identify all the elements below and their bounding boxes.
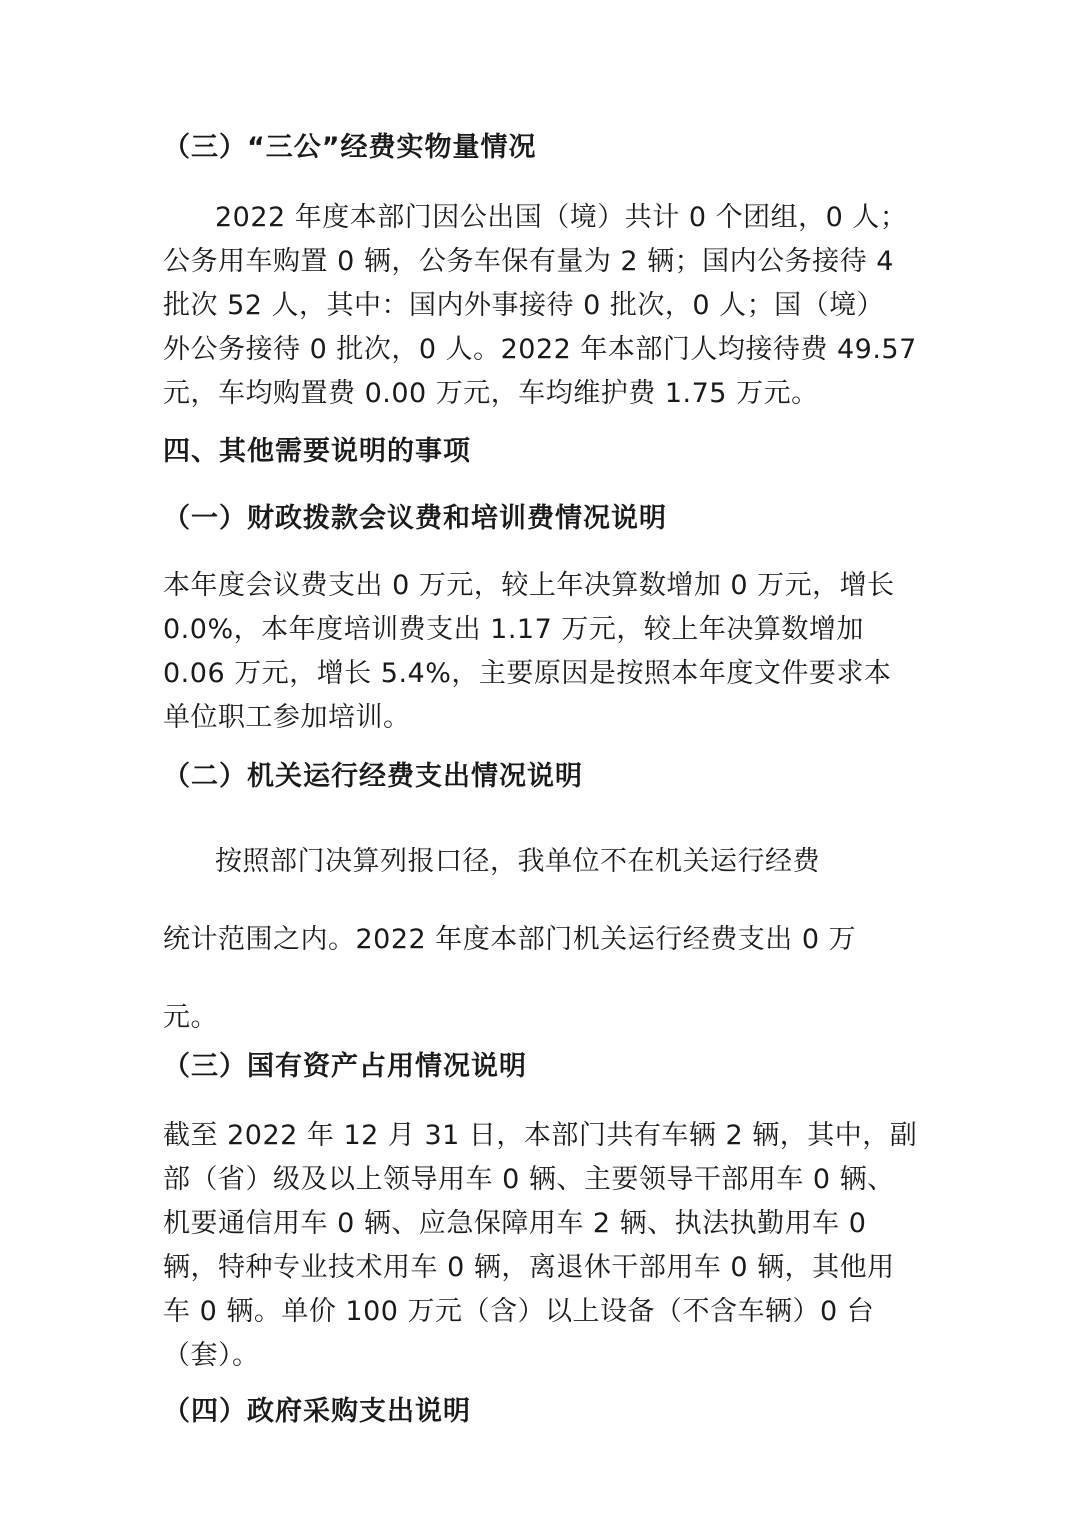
text-line: 机要通信用车 0 辆、应急保障用车 2 辆、执法执勤用车 0 bbox=[163, 1208, 867, 1239]
text-line: 单位职工参加培训。 bbox=[163, 702, 411, 733]
text-line: 批次 52 人，其中：国内外事接待 0 批次，0 人；国（境） bbox=[163, 290, 885, 321]
paragraph-operating-expenses bbox=[163, 823, 923, 1057]
section-heading-government-procurement: （四）政府采购支出说明 bbox=[163, 1396, 471, 1427]
section-heading-sangong-quantity: （三）“三公”经费实物量情况 bbox=[163, 132, 537, 163]
section-heading-meeting-training: （一）财政拨款会议费和培训费情况说明 bbox=[163, 503, 667, 534]
text-line: 截至 2022 年 12 月 31 日，本部门共有车辆 2 辆，其中，副 bbox=[163, 1120, 918, 1151]
paragraph-meeting-training bbox=[163, 564, 923, 740]
text-line: 2022 年度本部门因公出国（境）共计 0 个团组，0 人； bbox=[215, 202, 908, 233]
paragraph-sangong-quantity bbox=[163, 196, 923, 416]
text-line: 本年度会议费支出 0 万元，较上年决算数增加 0 万元，增长 bbox=[163, 570, 895, 601]
text-line: 0.0%，本年度培训费支出 1.17 万元，较上年决算数增加 bbox=[163, 614, 864, 645]
section-heading-other-matters: 四、其他需要说明的事项 bbox=[163, 436, 471, 467]
text-line: 0.06 万元，增长 5.4%，主要原因是按照本年度文件要求本 bbox=[163, 658, 892, 689]
text-line: 统计范围之内。2022 年度本部门机关运行经费支出 0 万 bbox=[163, 924, 857, 955]
section-heading-state-assets: （三）国有资产占用情况说明 bbox=[163, 1051, 527, 1082]
text-line: 外公务接待 0 批次，0 人。2022 年本部门人均接待费 49.57 bbox=[163, 334, 917, 365]
section-heading-operating-expenses: （二）机关运行经费支出情况说明 bbox=[163, 761, 583, 792]
text-line: 车 0 辆。单价 100 万元（含）以上设备（不含车辆）0 台 bbox=[163, 1296, 875, 1327]
text-line: 公务用车购置 0 辆，公务车保有量为 2 辆；国内公务接待 4 bbox=[163, 246, 894, 277]
text-line: 元，车均购置费 0.00 万元，车均维护费 1.75 万元。 bbox=[163, 378, 819, 409]
text-line: 按照部门决算列报口径，我单位不在机关运行经费 bbox=[215, 846, 820, 877]
text-line: 部（省）级及以上领导用车 0 辆、主要领导干部用车 0 辆、 bbox=[163, 1164, 895, 1195]
text-line: 元。 bbox=[163, 1002, 218, 1033]
text-line: 辆，特种专业技术用车 0 辆，离退休干部用车 0 辆，其他用 bbox=[163, 1252, 895, 1283]
paragraph-state-assets bbox=[163, 1114, 923, 1378]
text-line: （套）。 bbox=[163, 1340, 260, 1371]
